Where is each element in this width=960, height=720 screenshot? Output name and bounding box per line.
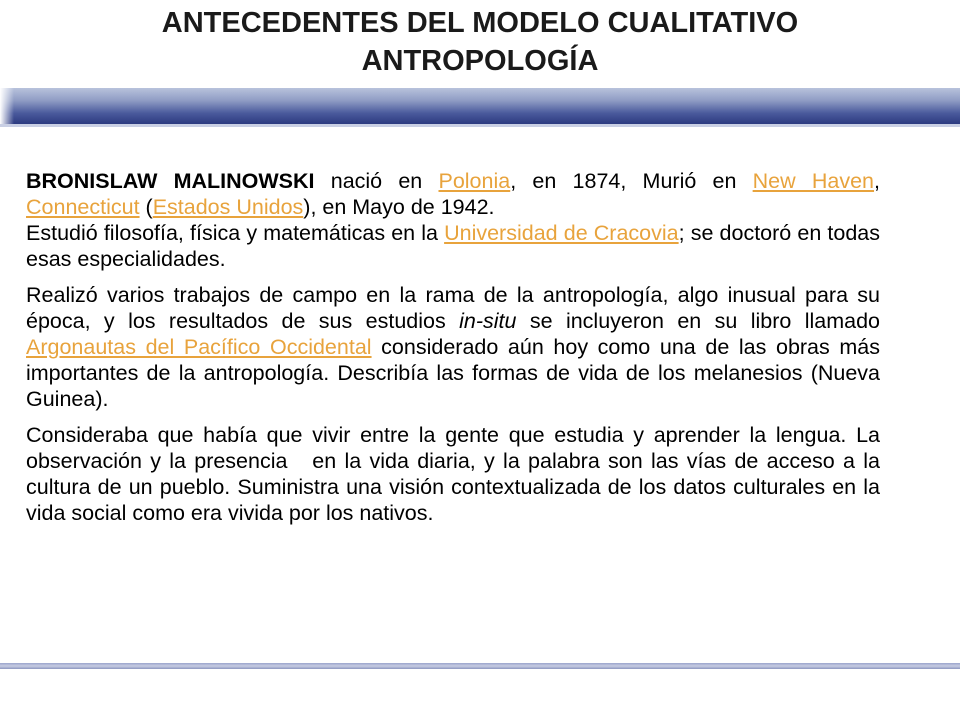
link-polonia[interactable]: Polonia (438, 169, 511, 193)
paragraph-birth (26, 168, 880, 220)
text-segment: Estudió filosofía, física y matemáticas en la (26, 221, 445, 245)
paragraph-fieldwork (26, 282, 880, 412)
link-connecticut[interactable]: Connecticut (26, 195, 140, 219)
text-segment: nació en (314, 169, 439, 193)
header-band (0, 88, 960, 124)
text-segment: ), en Mayo de 1942. (303, 195, 495, 219)
header-band-fade (0, 88, 14, 124)
link-new-haven[interactable]: New Haven (752, 169, 875, 193)
paragraph-method: Consideraba que había que vivir entre la gente que estudia y aprender la lengua. La observación y la presencia en la vida diaria, y la palabra son las vías de acceso a la cultura de un pueblo. Suministra una visión contextualizada de los datos culturales en la vida social como era vivida por los nativos. (26, 423, 886, 525)
link-estados-unidos[interactable]: Estados Unidos (152, 195, 304, 219)
slide-body (26, 168, 886, 526)
text-segment: , (874, 169, 880, 193)
title-line-2: ANTROPOLOGÍA (361, 45, 599, 77)
text-segment: considerado aún hoy como una de las obras más importantes de la antropología. Describía las formas de vida de los melanesios (Nueva Guinea). (26, 335, 880, 411)
text-segment: ; se doctoró en todas esas especialidades. (26, 221, 881, 271)
slide-title (0, 4, 960, 80)
text-segment: se incluyeron en su libro llamado (516, 309, 881, 333)
text-segment: , en 1874, Murió en (510, 169, 753, 193)
title-line-1: ANTECEDENTES DEL MODELO CUALITATIVO (161, 7, 799, 39)
link-argonautas[interactable]: Argonautas del Pacífico Occidental (26, 335, 372, 359)
link-universidad-cracovia[interactable]: Universidad de Cracovia (444, 221, 679, 245)
text-segment: Realizó varios trabajos de campo en la rama de la antropología, algo inusual para su época, y los resultados de sus estudios (26, 283, 880, 333)
footer-rule (0, 663, 960, 669)
paragraph-studies (26, 220, 880, 272)
text-segment: ( (139, 195, 153, 219)
italic-term: in-situ (459, 309, 517, 333)
person-name: BRONISLAW MALINOWSKI (26, 169, 315, 193)
header-band-underline (0, 124, 960, 127)
